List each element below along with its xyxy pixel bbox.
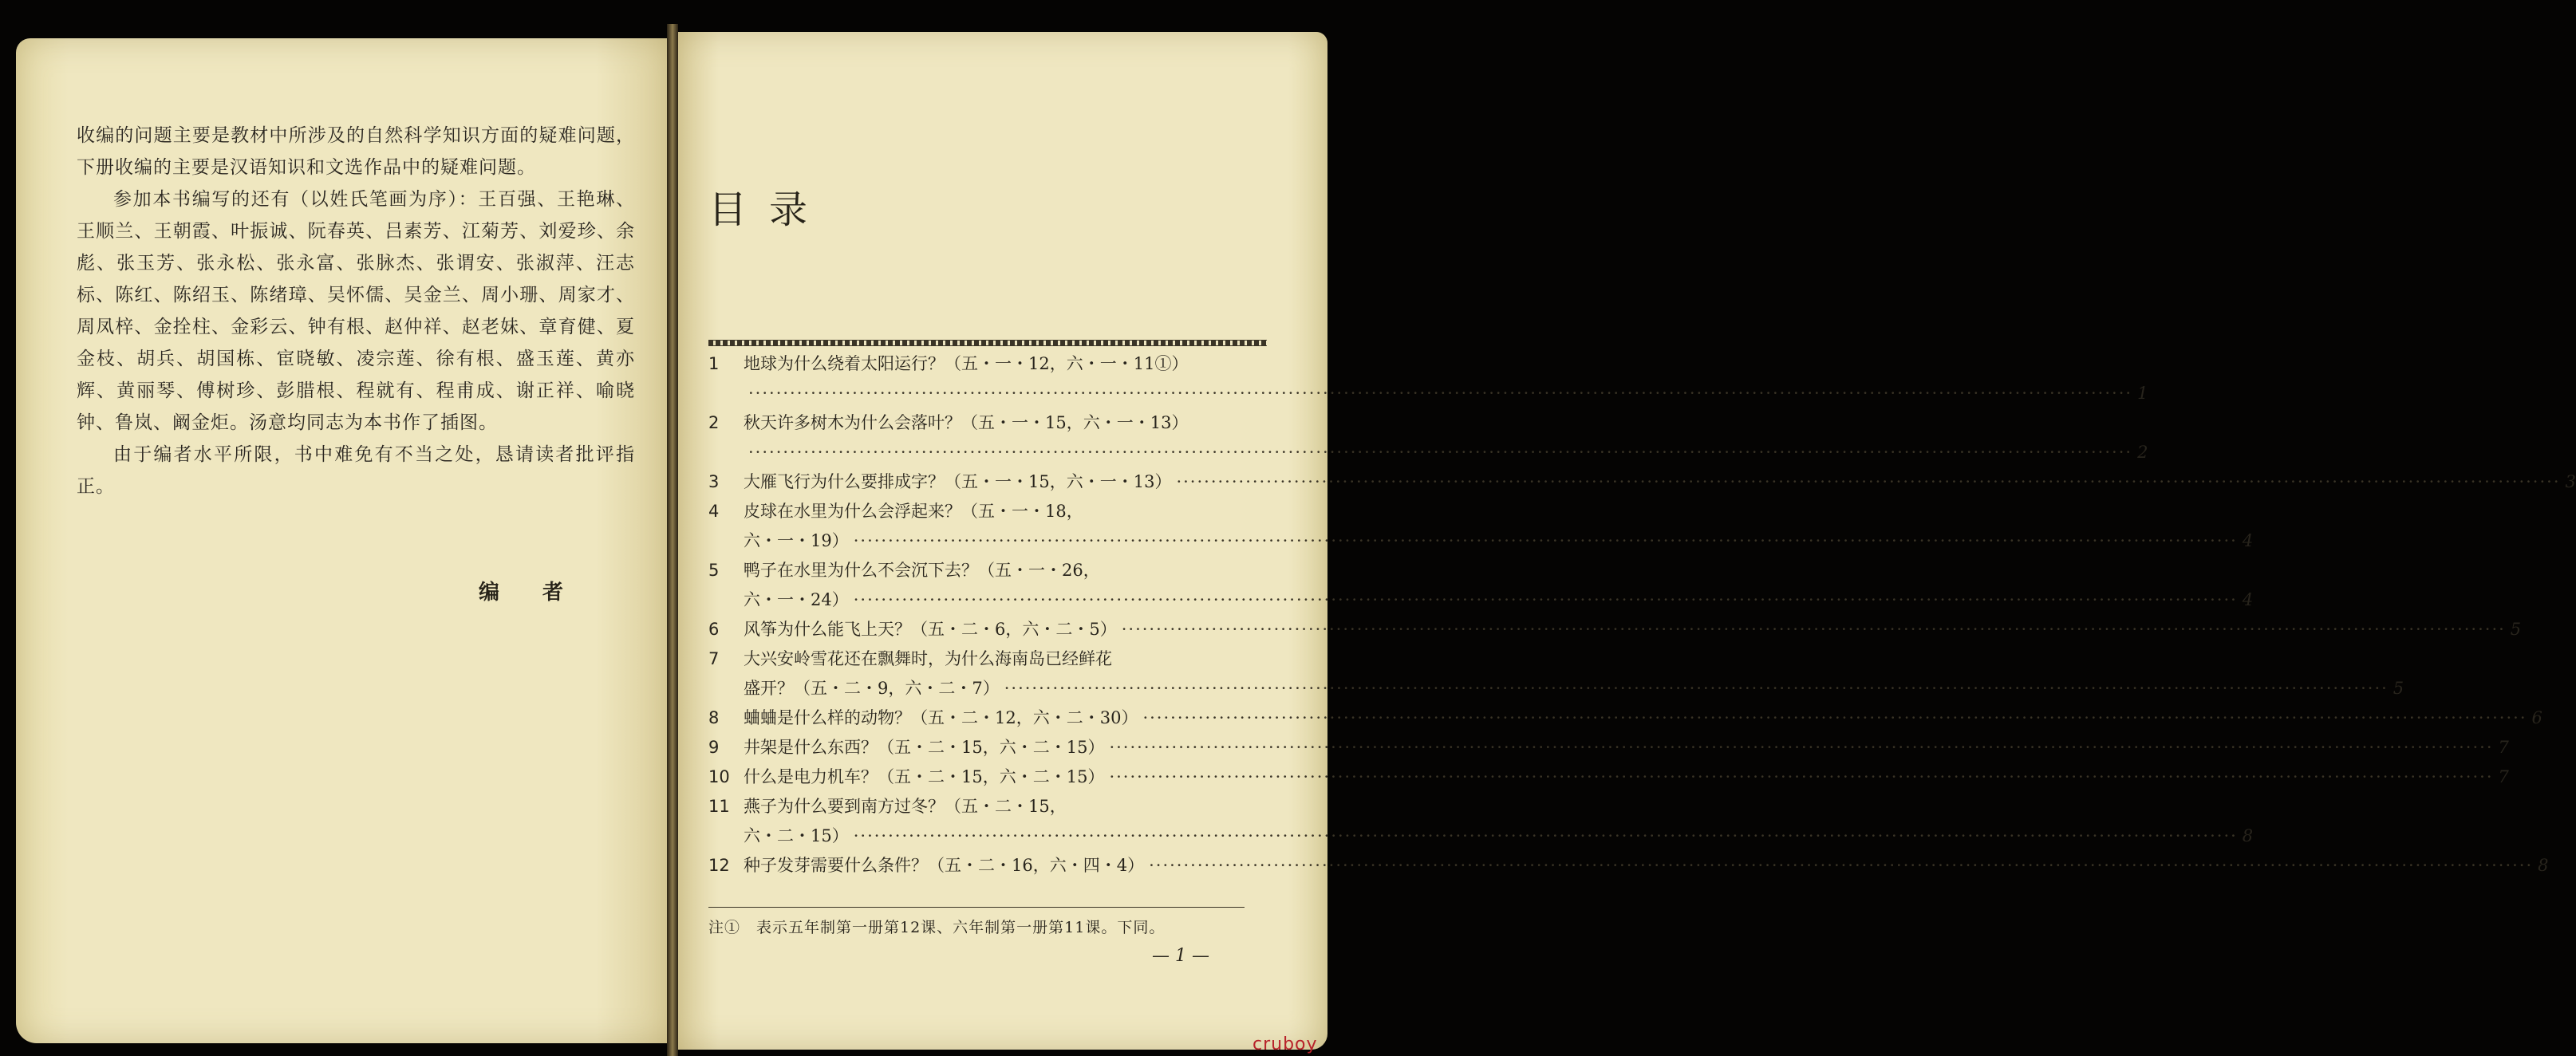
toc-entry-title: 大雁飞行为什么要排成字？（五・一・15，六・一・13）	[744, 472, 1172, 491]
toc-entry-title: 鸭子在水里为什么不会沉下去？（五・一・26，	[744, 561, 1100, 580]
toc-entry-title: 地球为什么绕着太阳运行？（五・一・12，六・一・11①）	[744, 354, 1189, 373]
toc-page-number: 7	[2498, 767, 2509, 786]
toc-entry-title: 燕子为什么要到南方过冬？（五・二・15，	[744, 797, 1067, 816]
toc-page-number: 4	[2242, 590, 2254, 609]
toc-entry-title: 皮球在水里为什么会浮起来？（五・一・18，	[744, 502, 1083, 521]
book-spine	[667, 24, 678, 1056]
toc-entry-title: 大兴安岭雪花还在飘舞时，为什么海南岛已经鲜花	[744, 649, 1112, 668]
toc-page-number: 8	[2242, 826, 2254, 845]
toc-page-number: 7	[2498, 738, 2509, 757]
toc-entry-title: 什么是电力机车？（五・二・15，六・二・15）	[744, 767, 1105, 786]
toc-entry[interactable]	[708, 851, 2549, 881]
toc-leader-dots: ········································································································································································································	[853, 826, 2238, 845]
toc-entry-title: 六・二・15）	[744, 826, 849, 845]
toc-entry-title: 蛐蛐是什么样的动物？（五・二・12，六・二・30）	[744, 708, 1138, 727]
table-of-contents	[708, 349, 2576, 881]
toc-entry[interactable]	[708, 762, 2509, 792]
toc-entry-number: 11	[708, 797, 730, 816]
toc-entry-number: 9	[708, 738, 720, 757]
toc-page-number: 6	[2531, 708, 2542, 727]
toc-entry-title: 风筝为什么能飞上天？（五・二・6，六・二・5）	[744, 620, 1117, 639]
toc-entry-number: 1	[708, 354, 720, 373]
toc-entry-number: 10	[708, 767, 730, 786]
toc-leader-dots: ········································································································································································································	[1176, 472, 2561, 491]
toc-leader-dots: ········································································································································································································	[853, 590, 2238, 609]
toc-entry-title: 秋天许多树木为什么会落叶？（五・一・15，六・一・13）	[744, 413, 1189, 432]
editor-signature: 编者	[479, 581, 607, 605]
toc-page-number: 5	[2393, 679, 2404, 698]
toc-leader-dots: ········································································································································································································	[1109, 738, 2494, 757]
page-number: — 1 —	[1152, 946, 1209, 966]
toc-leader-dots: ········································································································································································································	[1109, 767, 2494, 786]
toc-leader-dots: ········································································································································································································	[748, 443, 2133, 462]
toc-entry[interactable]	[708, 703, 2542, 733]
toc-entry[interactable]	[708, 497, 2254, 556]
toc-entry[interactable]	[708, 615, 2522, 644]
toc-entry[interactable]	[708, 467, 2576, 497]
toc-entry-number: 6	[708, 620, 720, 639]
toc-entry-number: 12	[708, 856, 730, 875]
toc-title: 目录	[708, 187, 830, 232]
footnote: 注① 表示五年制第一册第12课、六年制第一册第11课。下同。	[708, 919, 1166, 936]
toc-page-number: 3	[2565, 472, 2576, 491]
toc-entry-number: 8	[708, 708, 720, 727]
toc-entry-number: 5	[708, 561, 720, 580]
preface-paragraph: 参加本书编写的还有（以姓氏笔画为序）：王百强、王艳琳、王顺兰、王朝霞、叶振诚、阮春英、吕素芳、江菊芳、刘爱珍、余彪、张玉芳、张永松、张永富、张脉杰、张谓安、张淑萍、汪志标、陈红、陈绍玉、陈绪璋、吴怀儒、吴金兰、周小珊、周家才、周凤梓、金拴柱、金彩云、钟有根、赵仲祥、赵老妹、章育健、夏金枝、胡兵、胡国栋、宦晓敏、凌宗莲、徐有根、盛玉莲、黄亦辉、黄丽琴、傅树珍、彭腊根、程就有、程甫成、谢正祥、喻晓钟、鲁岚、阚金炬。汤意均同志为本书作了插图。	[77, 189, 635, 433]
preface-text	[77, 120, 635, 502]
toc-page-number: 4	[2242, 531, 2254, 550]
toc-leader-dots: ········································································································································································································	[1142, 708, 2527, 727]
toc-entry-title: 六・一・24）	[744, 590, 849, 609]
toc-page-number: 5	[2510, 620, 2522, 639]
toc-page-number: 1	[2137, 384, 2148, 403]
toc-leader-dots: ········································································································································································································	[853, 531, 2238, 550]
toc-entry-number: 4	[708, 502, 720, 521]
toc-entry[interactable]	[708, 792, 2254, 851]
watermark-logo: cruboy	[1252, 1034, 1318, 1054]
toc-entry[interactable]	[708, 733, 2509, 762]
toc-entry[interactable]	[708, 644, 2404, 703]
preface-paragraph: 收编的问题主要是教材中所涉及的自然科学知识方面的疑难问题，下册收编的主要是汉语知识和文选作品中的疑难问题。	[77, 125, 635, 178]
toc-leader-dots: ········································································································································································································	[1121, 620, 2506, 639]
toc-entry[interactable]	[708, 408, 2148, 467]
toc-leader-dots: ········································································································································································································	[1004, 679, 2389, 698]
toc-entry-number: 2	[708, 413, 720, 432]
footnote-divider	[708, 907, 1245, 908]
toc-page-number: 2	[2137, 443, 2148, 462]
toc-entry-title: 井架是什么东西？（五・二・15，六・二・15）	[744, 738, 1105, 757]
toc-entry[interactable]	[708, 556, 2254, 615]
toc-page-number: 8	[2538, 856, 2549, 875]
toc-entry-title: 种子发芽需要什么条件？（五・二・16，六・四・4）	[744, 856, 1145, 875]
preface-paragraph: 由于编者水平所限，书中难免有不当之处，恳请读者批评指正。	[77, 444, 635, 497]
toc-entry-title: 盛开？（五・二・9，六・二・7）	[744, 679, 1000, 698]
toc-entry-number: 7	[708, 649, 720, 668]
toc-entry[interactable]	[708, 349, 2148, 408]
toc-leader-dots: ········································································································································································································	[1149, 856, 2534, 875]
toc-entry-title: 六・一・19）	[744, 531, 849, 550]
toc-entry-number: 3	[708, 472, 720, 491]
toc-leader-dots: ········································································································································································································	[748, 384, 2133, 403]
toc-decorative-rule	[708, 340, 1267, 346]
